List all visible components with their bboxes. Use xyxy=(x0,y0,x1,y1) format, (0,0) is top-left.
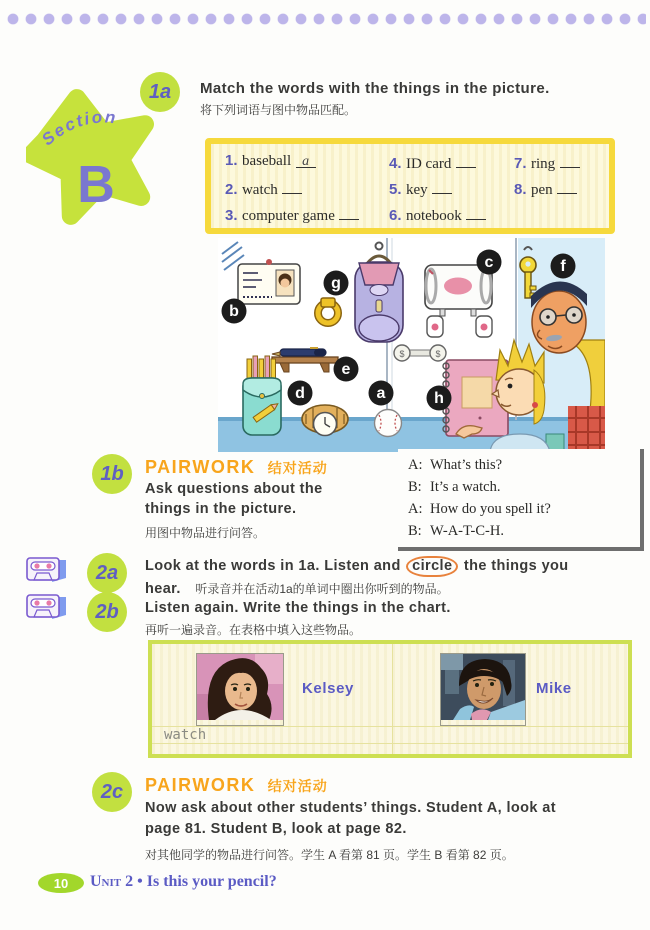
answer-blank-baseball[interactable] xyxy=(296,152,316,168)
word-num: 3. xyxy=(225,207,238,224)
svg-text:$: $ xyxy=(435,349,441,359)
word-item-computer-game xyxy=(225,204,359,225)
badge-1b-label: 1b xyxy=(100,462,124,485)
chart-name-kelsey: Kelsey xyxy=(302,680,354,697)
badge-2a-label: 2a xyxy=(95,561,119,584)
svg-text:f: f xyxy=(560,258,566,275)
word-text: ID card xyxy=(405,156,452,172)
answer-blank-id-card[interactable] xyxy=(456,152,476,168)
photo-mike xyxy=(440,653,526,726)
unit-title: Is this your pencil? xyxy=(146,873,277,890)
badge-2b-label: 2b xyxy=(95,600,119,623)
section-word: Section xyxy=(38,107,119,150)
word-item-id-card xyxy=(389,152,476,173)
word-item-key xyxy=(389,178,452,199)
word-item-watch xyxy=(225,178,302,199)
word-item-ring xyxy=(514,152,580,173)
chart-answer-cell-empty[interactable] xyxy=(398,727,618,743)
badge-2c xyxy=(92,772,132,812)
word-num: 1. xyxy=(225,152,238,169)
dialog-text: How do you spell it? xyxy=(430,501,551,517)
dialog-speaker: A: xyxy=(408,501,423,517)
chart-row-line xyxy=(152,743,628,744)
activity-1a-subtitle-zh: 将下列词语与图中物品匹配。 xyxy=(200,103,357,117)
baseball-item xyxy=(375,410,402,437)
badge-2a xyxy=(87,553,127,593)
activity-2a-line2 xyxy=(145,580,449,598)
activity-1a-title: Match the words with the things in the picture. xyxy=(200,80,550,97)
dialog-text: What’s this? xyxy=(430,457,503,473)
answer-blank-key[interactable] xyxy=(432,178,452,194)
dialog-speaker: B: xyxy=(408,479,422,495)
word-num: 7. xyxy=(514,155,527,172)
activity-2a-hear: hear. xyxy=(145,581,181,597)
word-text: pen xyxy=(530,182,553,198)
chart-answer-cell[interactable]: watch xyxy=(164,727,207,743)
dialog-speaker: A: xyxy=(408,457,423,473)
activity-2c-line1: Now ask about other students’ things. Student A, look at xyxy=(145,800,556,816)
id-card xyxy=(238,259,300,304)
dialog-line xyxy=(408,457,634,474)
label-badge-e xyxy=(334,357,359,382)
activity-2a-before: Look at the words in 1a. Listen and xyxy=(145,558,401,574)
word-text: watch xyxy=(241,182,278,198)
answer-blank-watch[interactable] xyxy=(282,178,302,194)
activity-2c-line2: page 81. Student B, look at page 82. xyxy=(145,821,407,837)
word-text: baseball xyxy=(241,153,292,169)
cassette-icon xyxy=(26,556,66,591)
label-badge-b xyxy=(222,299,247,324)
badge-1a-label: 1a xyxy=(148,80,172,103)
word-num: 5. xyxy=(389,181,402,198)
label-badge-h xyxy=(427,386,452,411)
pairwork-label: PAIRWORK xyxy=(145,457,256,477)
pairwork-label: PAIRWORK xyxy=(145,775,256,795)
label-badge-d xyxy=(288,381,313,406)
dialog-line xyxy=(408,523,634,540)
unit-label: Unit 2 xyxy=(90,873,134,890)
answer-chart xyxy=(148,640,632,758)
word-num: 8. xyxy=(514,181,527,198)
chart-name-mike: Mike xyxy=(536,680,572,697)
photo-kelsey xyxy=(196,653,284,726)
pairwork-label-zh: 结对活动 xyxy=(267,778,328,794)
activity-1b-line1: Ask questions about the xyxy=(145,481,323,497)
page-number: 10 xyxy=(53,875,69,891)
label-badge-g xyxy=(324,271,349,296)
svg-text:c: c xyxy=(484,254,494,271)
svg-text:b: b xyxy=(229,303,239,320)
label-badge-f xyxy=(551,254,576,279)
dialog-text: W-A-T-C-H. xyxy=(430,523,504,539)
pencil-case xyxy=(243,356,281,435)
activity-2c-subtitle-zh: 对其他同学的物品进行问答。学生 A 看第 81 页。学生 B 看第 82 页。 xyxy=(145,848,514,862)
badge-2c-label: 2c xyxy=(100,780,124,803)
dialog-box xyxy=(398,449,644,551)
dialog-speaker: B: xyxy=(408,523,422,539)
dialog-line xyxy=(408,479,634,496)
circled-word: circle xyxy=(406,556,458,577)
footer-bullet: • xyxy=(137,873,143,890)
word-item-pen xyxy=(514,178,577,199)
word-item-baseball xyxy=(225,152,316,170)
scene-picture xyxy=(218,238,605,452)
cassette-icon xyxy=(26,593,66,628)
svg-text:h: h xyxy=(434,390,444,407)
word-text: computer game xyxy=(241,208,335,224)
activity-2a-after: the things you xyxy=(463,558,569,574)
pairwork-label-zh: 结对活动 xyxy=(267,460,328,476)
dialog-line xyxy=(408,501,634,518)
answer-value: a xyxy=(302,154,310,169)
scene-illustration xyxy=(218,238,605,452)
word-text: notebook xyxy=(405,208,462,224)
label-badge-c xyxy=(477,250,502,275)
activity-2a-line1 xyxy=(145,558,640,574)
word-text: key xyxy=(405,182,428,198)
plaid-shirt xyxy=(568,406,605,452)
answer-blank-pen[interactable] xyxy=(557,178,577,194)
page-number-badge xyxy=(38,873,84,893)
page-top-dots xyxy=(4,13,646,25)
svg-text:$: $ xyxy=(399,349,405,359)
activity-2a-subtitle-zh: 听录音并在活动1a的单词中圈出你听到的物品。 xyxy=(195,582,449,596)
badge-2b xyxy=(87,592,127,632)
dialog-text: It’s a watch. xyxy=(430,479,501,495)
svg-text:d: d xyxy=(295,385,305,402)
badge-1b xyxy=(92,454,132,494)
answer-blank-computer-game[interactable] xyxy=(339,204,359,220)
activity-2b-subtitle-zh: 再听一遍录音。在表格中填入这些物品。 xyxy=(145,623,362,637)
chart-divider xyxy=(392,644,393,754)
word-num: 4. xyxy=(389,155,402,172)
activity-1b-heading xyxy=(145,457,328,478)
word-item-notebook xyxy=(389,204,486,225)
activity-1b-subtitle-zh: 用图中物品进行问答。 xyxy=(145,526,266,540)
word-text: ring xyxy=(530,156,556,172)
footer-unit-title xyxy=(90,873,277,891)
activity-2c-heading xyxy=(145,775,328,796)
badge-1a xyxy=(140,72,180,112)
word-list-box xyxy=(205,138,615,234)
answer-blank-notebook[interactable] xyxy=(466,204,486,220)
svg-text:e: e xyxy=(341,361,351,378)
activity-2b-title: Listen again. Write the things in the chart. xyxy=(145,600,451,616)
answer-blank-ring[interactable] xyxy=(560,152,580,168)
word-num: 6. xyxy=(389,207,402,224)
svg-text:a: a xyxy=(376,385,386,402)
label-badge-a xyxy=(369,381,394,406)
activity-1b-line2: things in the picture. xyxy=(145,501,297,517)
svg-text:g: g xyxy=(331,275,341,292)
section-letter: B xyxy=(77,156,115,214)
word-num: 2. xyxy=(225,181,238,198)
